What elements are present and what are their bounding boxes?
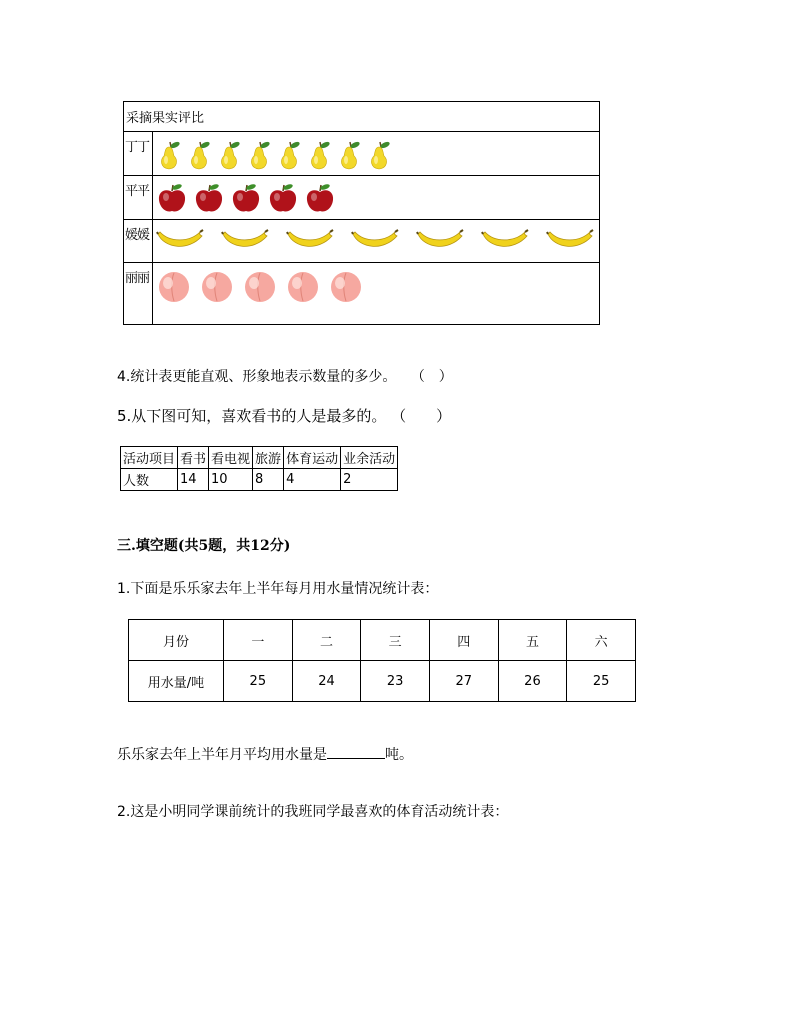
table-cell: 10	[209, 469, 253, 491]
water-usage-table	[128, 619, 636, 702]
row-name: 丁丁	[124, 132, 153, 175]
table-cell: 用水量/吨	[129, 661, 224, 702]
table-cell: 看书	[178, 447, 209, 469]
fill-1-text: 1.下面是乐乐家去年上半年每月用水量情况统计表：	[117, 581, 439, 597]
apple-icon	[193, 182, 225, 214]
table-cell: 24	[292, 661, 361, 702]
pear-icon	[366, 138, 392, 170]
peach-icon	[199, 268, 235, 304]
table-cell: 26	[498, 661, 567, 702]
apple-icon	[230, 182, 262, 214]
water-data-row	[129, 661, 636, 702]
banana-icon	[221, 226, 269, 256]
fruit-row-yuanyuan	[124, 219, 599, 262]
question-4-text: 4.统计表更能直观、形象地表示数量的多少。	[117, 369, 397, 385]
table-cell: 27	[429, 661, 498, 702]
table-cell: 人数	[121, 469, 178, 491]
fill-1-question-before: 乐乐家去年上半年月平均用水量是	[117, 747, 327, 763]
fruit-comparison-table	[123, 101, 600, 325]
pear-icon	[306, 138, 332, 170]
table-cell: 8	[253, 469, 284, 491]
table-cell: 体育运动	[284, 447, 341, 469]
table-cell: 活动项目	[121, 447, 178, 469]
banana-icon	[351, 226, 399, 256]
table-cell: 4	[284, 469, 341, 491]
question-4	[117, 366, 453, 386]
banana-icon	[156, 226, 204, 256]
banana-icon	[546, 226, 594, 256]
activity-header-row	[121, 447, 398, 469]
question-4-bracket: （ ）	[410, 369, 453, 385]
apple-list	[156, 176, 341, 219]
apple-icon	[156, 182, 188, 214]
row-name: 丽丽	[124, 263, 153, 325]
pear-icon	[186, 138, 212, 170]
row-name: 平平	[124, 176, 153, 219]
table-cell: 14	[178, 469, 209, 491]
table-cell: 六	[567, 620, 636, 661]
pear-icon	[336, 138, 362, 170]
peach-list	[156, 263, 371, 309]
apple-icon	[304, 182, 336, 214]
table-cell: 23	[361, 661, 430, 702]
activity-data-row	[121, 469, 398, 491]
row-name: 媛媛	[124, 220, 153, 262]
banana-icon	[481, 226, 529, 256]
fruit-table-title: 采摘果实评比	[126, 111, 205, 126]
banana-icon	[286, 226, 334, 256]
fruit-table-title-row	[124, 102, 599, 131]
table-cell: 业余活动	[341, 447, 398, 469]
peach-icon	[242, 268, 278, 304]
activity-table	[120, 446, 398, 491]
table-cell: 旅游	[253, 447, 284, 469]
pear-list	[156, 132, 396, 175]
fruit-row-pingping	[124, 175, 599, 219]
pear-icon	[216, 138, 242, 170]
table-cell: 25	[224, 661, 293, 702]
table-cell: 2	[341, 469, 398, 491]
section-title: 三.填空题(共5题，共12分)	[117, 538, 291, 554]
question-5	[117, 405, 451, 426]
table-cell: 25	[567, 661, 636, 702]
answer-blank[interactable]	[327, 744, 385, 759]
table-cell: 五	[498, 620, 567, 661]
table-cell: 三	[361, 620, 430, 661]
pear-icon	[246, 138, 272, 170]
table-cell: 四	[429, 620, 498, 661]
table-cell: 月份	[129, 620, 224, 661]
fruit-row-dingding	[124, 131, 599, 175]
fill-1-question-after: 吨。	[385, 747, 413, 763]
fill-1-question	[117, 744, 413, 764]
banana-list	[156, 220, 611, 262]
fruit-row-lili	[124, 262, 599, 325]
apple-icon	[267, 182, 299, 214]
banana-icon	[416, 226, 464, 256]
table-cell: 二	[292, 620, 361, 661]
peach-icon	[156, 268, 192, 304]
fill-2-text: 2.这是小明同学课前统计的我班同学最喜欢的体育活动统计表：	[117, 804, 509, 820]
peach-icon	[285, 268, 321, 304]
question-5-text: 5.从下图可知，喜欢看书的人是最多的。	[117, 407, 387, 425]
peach-icon	[328, 268, 364, 304]
table-cell: 看电视	[209, 447, 253, 469]
pear-icon	[276, 138, 302, 170]
question-5-bracket: （ ）	[391, 407, 452, 425]
pear-icon	[156, 138, 182, 170]
table-cell: 一	[224, 620, 293, 661]
water-header-row	[129, 620, 636, 661]
